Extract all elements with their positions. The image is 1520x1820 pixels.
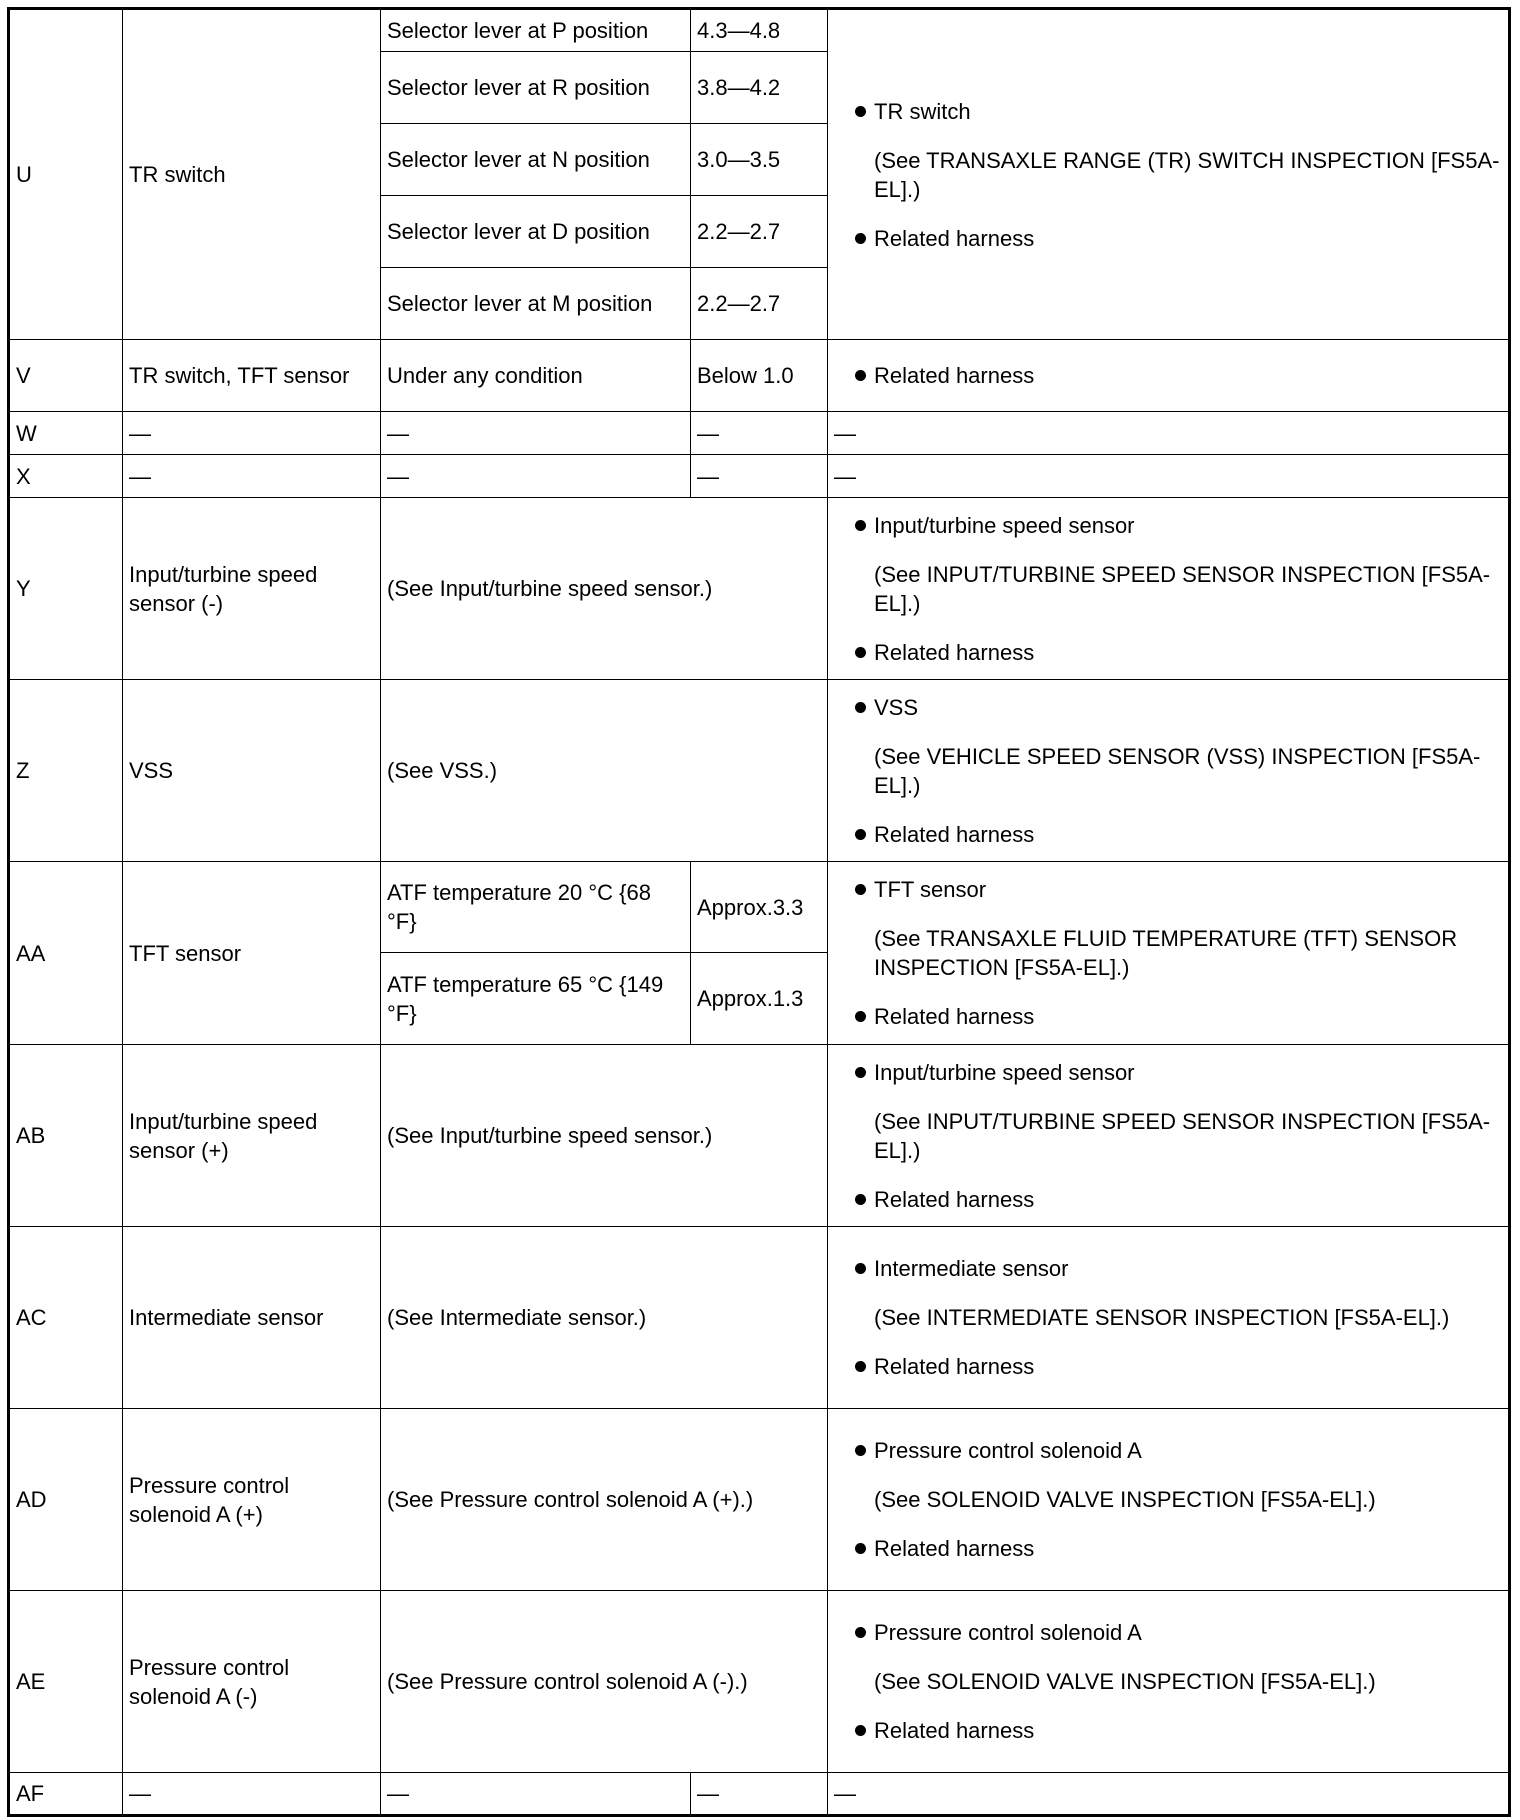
note-text: Related harness [874,1718,1035,1743]
bullet-icon [834,875,874,904]
voltage-cell: Below 1.0 [691,340,828,412]
table-row [9,412,1510,455]
table-row [9,9,1510,52]
note-item [834,1002,1502,1031]
terminal-cell: AF [9,1773,123,1816]
inspection-notes-cell [828,498,1510,680]
condition-cell: (See Pressure control solenoid A (-).) [381,1591,828,1773]
connected-to-cell: Pressure control solenoid A (-) [123,1591,381,1773]
condition-cell: Selector lever at P position [381,9,691,52]
inspection-notes-cell: — [828,1773,1510,1816]
bullet-icon [834,1716,874,1745]
voltage-cell: 3.8—4.2 [691,52,828,124]
connected-to-cell: VSS [123,680,381,862]
note-text: Pressure control solenoid A [874,1620,1142,1645]
note-text: Related harness [874,1004,1035,1029]
note-item [834,1534,1502,1563]
voltage-cell: — [691,1773,828,1816]
note-text: TFT sensor [874,877,987,902]
note-item [834,97,1502,126]
voltage-cell: — [691,455,828,498]
note-text: Related harness [874,1354,1035,1379]
terminal-cell: U [9,9,123,340]
table-row [9,1227,1510,1409]
bullet-icon [834,820,874,849]
table-row [9,340,1510,412]
bullet-icon [834,1002,874,1031]
table-row [9,498,1510,680]
table-row [9,862,1510,953]
bullet-icon [834,224,874,253]
bullet-icon [834,511,874,540]
bullet-icon [834,638,874,667]
connected-to-cell: TFT sensor [123,862,381,1045]
note-item [834,1352,1502,1381]
bullet-icon [834,1534,874,1563]
condition-cell: Selector lever at D position [381,196,691,268]
bullet-icon [834,1436,874,1465]
condition-cell: Selector lever at N position [381,124,691,196]
condition-cell: — [381,1773,691,1816]
bullet-icon [834,1618,874,1647]
note-item [834,1185,1502,1214]
table-row [9,680,1510,862]
see-reference: (See SOLENOID VALVE INSPECTION [FS5A-EL].) [874,1487,1376,1512]
connected-to-cell: Intermediate sensor [123,1227,381,1409]
inspection-notes-cell [828,1409,1510,1591]
note-item [834,1716,1502,1745]
see-reference: (See TRANSAXLE FLUID TEMPERATURE (TFT) SENSOR INSPECTION [FS5A-EL].) [874,926,1458,980]
terminal-voltage-table [7,7,1511,1817]
connected-to-cell: Input/turbine speed sensor (+) [123,1045,381,1227]
note-item [834,1618,1502,1647]
bullet-icon [834,97,874,126]
note-item [834,224,1502,253]
see-reference: (See TRANSAXLE RANGE (TR) SWITCH INSPECTION [FS5A-EL].) [874,147,1500,202]
terminal-cell: AD [9,1409,123,1591]
note-text: Input/turbine speed sensor [874,512,1135,538]
terminal-cell: X [9,455,123,498]
connected-to-cell: — [123,455,381,498]
table-row [9,1773,1510,1816]
voltage-cell: Approx.1.3 [691,953,828,1045]
inspection-notes-cell [828,1591,1510,1773]
condition-cell: (See Pressure control solenoid A (+).) [381,1409,828,1591]
voltage-cell: 4.3—4.8 [691,9,828,52]
condition-cell: ATF temperature 65 °C {149 °F} [381,953,691,1045]
note-item [834,1254,1502,1283]
table-row [9,1409,1510,1591]
see-reference: (See INPUT/TURBINE SPEED SENSOR INSPECTION [FS5A-EL].) [874,561,1491,616]
condition-cell: — [381,455,691,498]
note-item [834,1058,1502,1087]
connected-to-cell: Input/turbine speed sensor (-) [123,498,381,680]
bullet-icon [834,1058,874,1087]
bullet-icon [834,361,874,390]
voltage-cell: — [691,412,828,455]
note-item [834,511,1502,540]
note-text: Pressure control solenoid A [874,1438,1142,1463]
bullet-icon [834,1352,874,1381]
inspection-notes-cell [828,1227,1510,1409]
inspection-notes-cell [828,1045,1510,1227]
connected-to-cell: TR switch [123,9,381,340]
see-reference: (See VEHICLE SPEED SENSOR (VSS) INSPECTION [FS5A-EL].) [874,743,1481,798]
connected-to-cell: Pressure control solenoid A (+) [123,1409,381,1591]
note-item [834,1436,1502,1465]
note-text: Intermediate sensor [874,1256,1069,1281]
inspection-notes-cell: — [828,455,1510,498]
terminal-cell: V [9,340,123,412]
note-text: Related harness [874,363,1035,388]
connected-to-cell: — [123,412,381,455]
see-reference: (See SOLENOID VALVE INSPECTION [FS5A-EL].) [874,1669,1376,1694]
terminal-cell: AC [9,1227,123,1409]
inspection-notes-cell [828,9,1510,340]
note-text: VSS [874,694,919,720]
connected-to-cell: TR switch, TFT sensor [123,340,381,412]
bullet-icon [834,1254,874,1283]
condition-cell: (See Intermediate sensor.) [381,1227,828,1409]
voltage-cell: 2.2—2.7 [691,196,828,268]
inspection-notes-cell: — [828,412,1510,455]
inspection-notes-cell [828,680,1510,862]
bullet-icon [834,693,874,722]
note-item [834,361,1502,390]
table-row [9,1591,1510,1773]
inspection-notes-cell [828,340,1510,412]
terminal-cell: AA [9,862,123,1045]
see-reference: (See INPUT/TURBINE SPEED SENSOR INSPECTION [FS5A-EL].) [874,1108,1491,1163]
condition-cell: (See VSS.) [381,680,828,862]
see-reference: (See INTERMEDIATE SENSOR INSPECTION [FS5A-EL].) [874,1305,1450,1330]
condition-cell: Under any condition [381,340,691,412]
note-text: TR switch [874,98,971,124]
note-text: Related harness [874,225,1035,251]
terminal-cell: Z [9,680,123,862]
condition-cell: ATF temperature 20 °C {68 °F} [381,862,691,953]
note-text: Input/turbine speed sensor [874,1059,1135,1085]
voltage-cell: Approx.3.3 [691,862,828,953]
note-text: Related harness [874,1536,1035,1561]
condition-cell: Selector lever at M position [381,268,691,340]
terminal-cell: AB [9,1045,123,1227]
voltage-cell: 2.2—2.7 [691,268,828,340]
bullet-icon [834,1185,874,1214]
table-row [9,1045,1510,1227]
terminal-cell: W [9,412,123,455]
note-text: Related harness [874,639,1035,665]
terminal-cell: AE [9,1591,123,1773]
condition-cell: (See Input/turbine speed sensor.) [381,498,828,680]
inspection-notes-cell [828,862,1510,1045]
table-row [9,455,1510,498]
note-item [834,638,1502,667]
voltage-cell: 3.0—3.5 [691,124,828,196]
note-text: Related harness [874,1186,1035,1212]
connected-to-cell: — [123,1773,381,1816]
condition-cell: Selector lever at R position [381,52,691,124]
note-item [834,693,1502,722]
note-item [834,820,1502,849]
note-text: Related harness [874,821,1035,847]
note-item [834,875,1502,904]
condition-cell: — [381,412,691,455]
condition-cell: (See Input/turbine speed sensor.) [381,1045,828,1227]
terminal-cell: Y [9,498,123,680]
